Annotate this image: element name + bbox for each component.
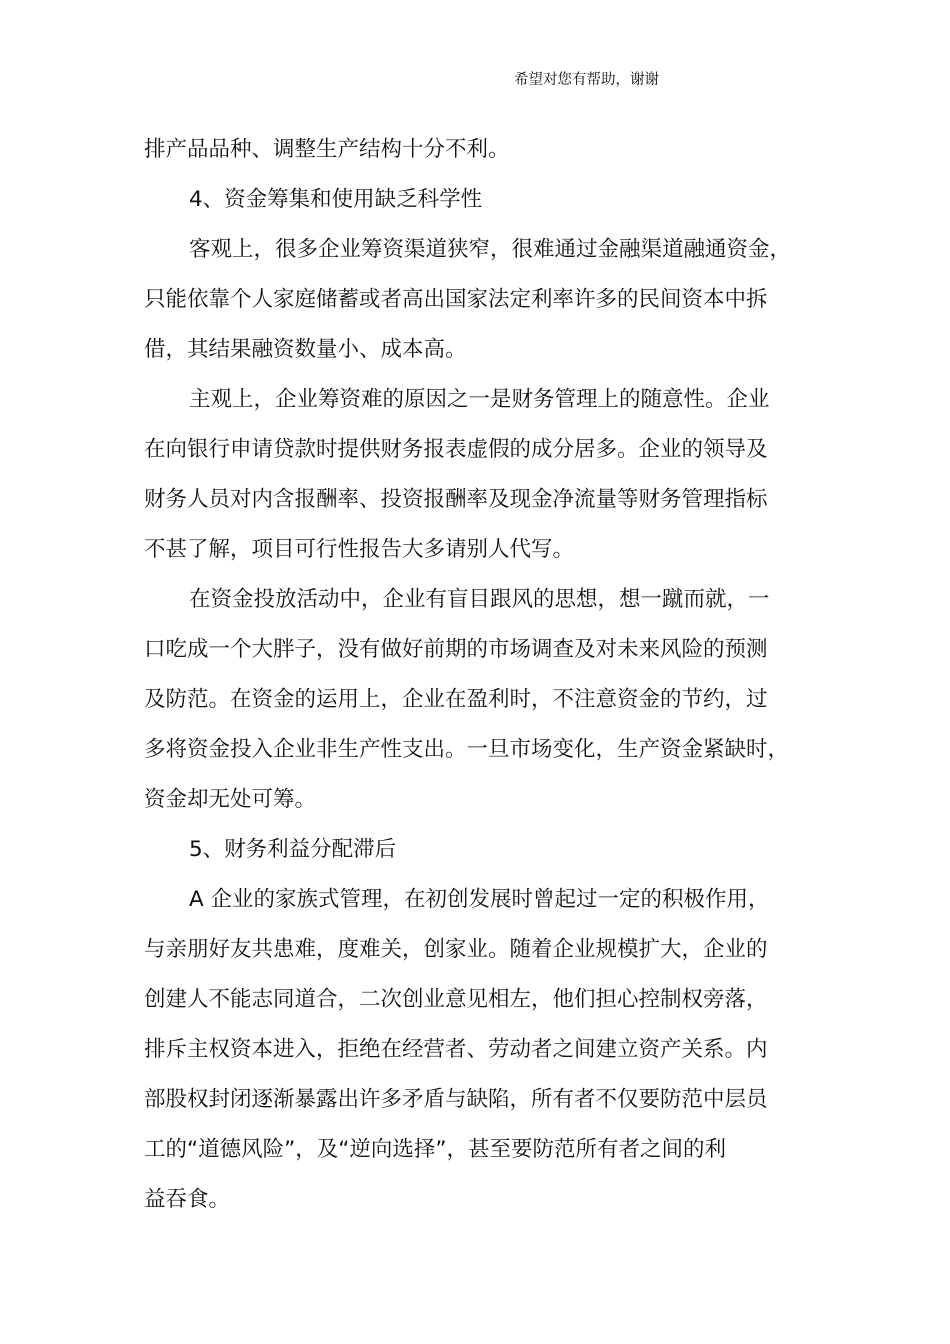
section-heading-4: 4、资金筹集和使用缺乏科学性 (189, 187, 483, 212)
text-line: 口吃成一个大胖子，没有做好前期的市场调查及对未来风险的预测 (144, 637, 768, 662)
text-line: 工的“道德风险”，及“逆向选择”，甚至要防范所有者之间的利 (144, 1137, 727, 1162)
text-line: 资金却无处可筹。 (144, 787, 317, 812)
text-line: 借，其结果融资数量小、成本高。 (144, 337, 467, 362)
text-line: 创建人不能志同道合，二次创业意见相左，他们担心控制权旁落， (144, 987, 768, 1012)
paragraph-start: 客观上，很多企业筹资渠道狭窄，很难通过金融渠道融通资金， (189, 237, 792, 262)
text-line: 只能依靠个人家庭储蓄或者高出国家法定利率许多的民间资本中拆 (144, 287, 768, 312)
document-body (144, 125, 824, 1225)
text-line: 在向银行申请贷款时提供财务报表虚假的成分居多。企业的领导及 (144, 437, 768, 462)
text-line: 多将资金投入企业非生产性支出。一旦市场变化，生产资金紧缺时， (144, 737, 790, 762)
text-line: 益吞食。 (144, 1187, 231, 1212)
paragraph-start: 在资金投放活动中，企业有盲目跟风的思想，想一蹴而就，一 (189, 587, 770, 612)
paragraph-start: A 企业的家族式管理，在初创发展时曾起过一定的积极作用， (189, 887, 770, 912)
text-line: 及防范。在资金的运用上，企业在盈利时，不注意资金的节约，过 (144, 687, 768, 712)
text-line: 排斥主权资本进入，拒绝在经营者、劳动者之间建立资产关系。内 (144, 1037, 768, 1062)
text-line: 不甚了解，项目可行性报告大多请别人代写。 (144, 537, 575, 562)
text-line: 与亲朋好友共患难，度难关，创家业。随着企业规模扩大，企业的 (144, 937, 768, 962)
text-line: 财务人员对内含报酬率、投资报酬率及现金净流量等财务管理指标 (144, 487, 768, 512)
text-line: 排产品品种、调整生产结构十分不利。 (144, 137, 510, 162)
paragraph-start: 主观上，企业筹资难的原因之一是财务管理上的随意性。企业 (189, 387, 770, 412)
header-note: 希望对您有帮助，谢谢 (514, 72, 659, 88)
text-line: 部股权封闭逐渐暴露出许多矛盾与缺陷，所有者不仅要防范中层员 (144, 1087, 768, 1112)
section-heading-5: 5、财务利益分配滞后 (189, 837, 397, 862)
